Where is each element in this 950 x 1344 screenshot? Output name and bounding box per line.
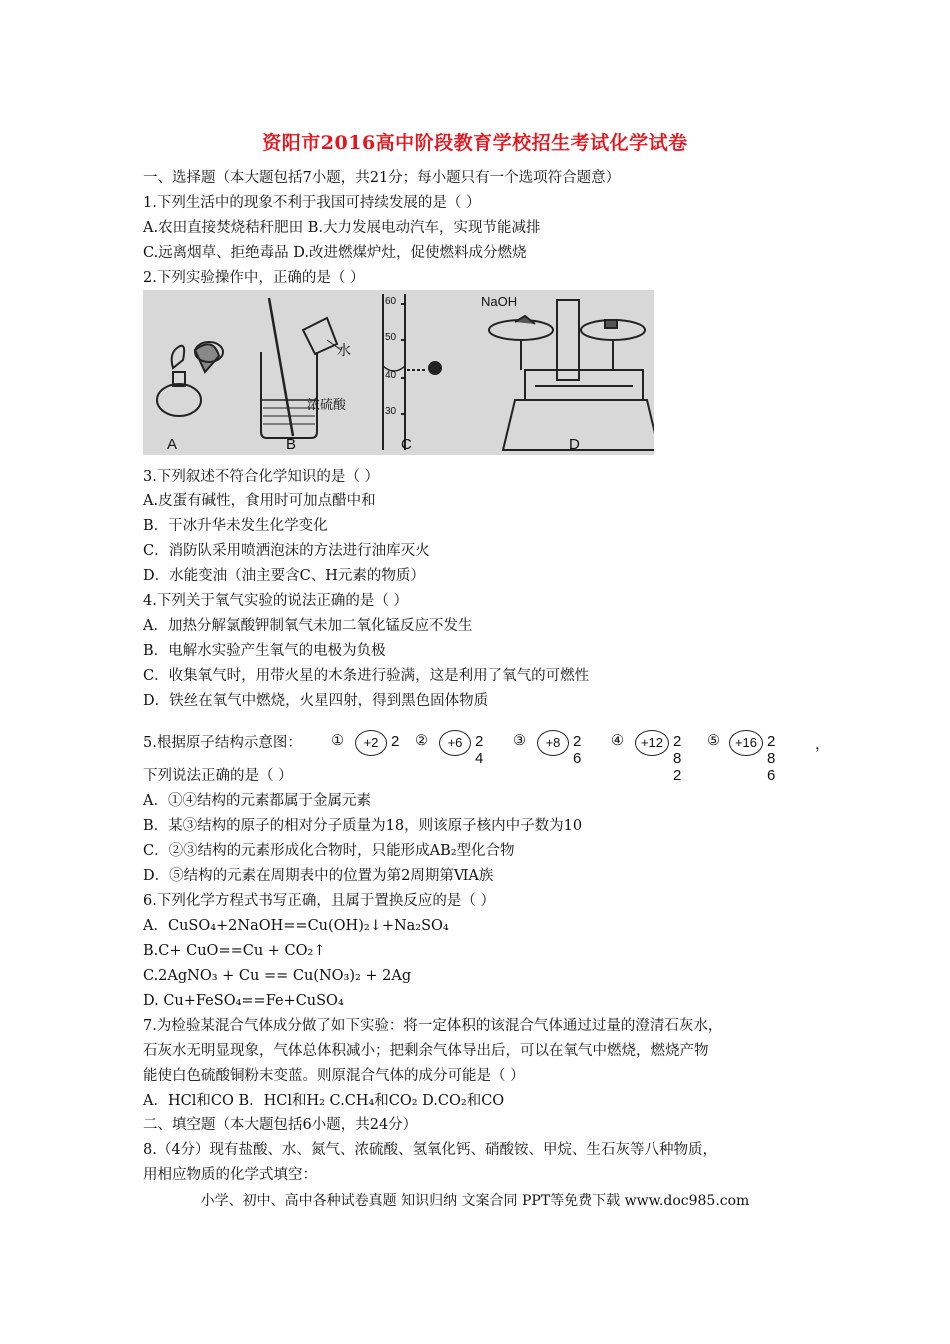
tick-label: 60 [385,296,397,307]
option: A.皮蛋有碱性，食用时可加点醋中和 [143,493,376,509]
question-stem: 用相应物质的化学式填空： [143,1167,317,1183]
tick-label: 30 [385,406,397,417]
balance-d [489,300,654,450]
nucleus: +6 [439,730,471,756]
option: A．①④结构的元素都属于金属元素 [143,793,371,809]
figure-label: B [286,436,297,453]
question-stem: 下列说法正确的是（ ） [143,768,293,784]
options-row: A．HCl和CO B．HCl和H₂ C.CH₄和CO₂ D.CO₂和CO [143,1093,505,1109]
question-stem: 3.下列叙述不符合化学知识的是（ ） [143,469,379,485]
option: D．水能变油（油主要含C、H元素的物质） [143,568,425,584]
electron-shells: 2 8 2 [673,733,685,784]
question-stem: 8.（4分）现有盐酸、水、氮气、浓硫酸、氢氧化钙、硝酸铵、甲烷、生石灰等八种物质， [143,1142,718,1158]
option: C．②③结构的元素形成化合物时，只能形成AB₂型化合物 [143,843,515,859]
nucleus: +16 [729,730,763,756]
question-stem: 6.下列化学方程式书写正确，且属于置换反应的是（ ） [143,893,495,909]
section-heading: 一、选择题（本大题包括7小题，共21分；每小题只有一个选项符合题意） [143,170,621,186]
options-row: A.农田直接焚烧秸秆肥田 B.大力发展电动汽车，实现节能减排 [143,220,541,236]
option: B．电解水实验产生氧气的电极为负极 [143,643,386,659]
option: C．收集氧气时，用带火星的木条进行验满，这是利用了氧气的可燃性 [143,668,590,684]
options-row: C.远离烟草、拒绝毒品 D.改进燃煤炉灶，促使燃料成分燃烧 [143,245,527,261]
figure-label: D [569,436,580,453]
atom-number: ③ [513,733,526,749]
lab-illustration [143,290,654,455]
figure-label: C [401,436,412,453]
option: D. Cu+FeSO₄==Fe+CuSO₄ [143,993,344,1009]
atom-number: ④ [611,733,624,749]
option: D．⑤结构的元素在周期表中的位置为第2周期第ⅥA族 [143,868,494,884]
acid-label: 浓硫酸 [307,397,347,412]
beaker-b [261,298,341,438]
atom-number: ② [415,733,428,749]
nucleus: +8 [537,730,569,756]
tick-label: 50 [385,332,397,343]
tick-label: 40 [385,370,397,381]
electron-shells: 2 [391,733,403,750]
naoh-label: NaOH [481,294,518,309]
question-stem: 2.下列实验操作中，正确的是（ ） [143,270,365,286]
option: C．消防队采用喷洒泡沫的方法进行油库灭火 [143,543,430,559]
option: C.2AgNO₃ + Cu == Cu(NO₃)₂ + 2Ag [143,968,412,984]
alcohol-lamp-a [157,342,223,416]
option: D．铁丝在氧气中燃烧，火星四射，得到黑色固体物质 [143,693,489,709]
question-stem: 能使白色硫酸铜粉末变蓝。则原混合气体的成分可能是（ ） [143,1068,525,1084]
nucleus: +2 [355,730,387,756]
atom-number: ① [331,733,344,749]
figure-label: A [167,436,178,453]
option: B．干冰升华未发生化学变化 [143,518,328,534]
option: B.C+ CuO==Cu + CO₂↑ [143,943,326,959]
atom-number: ⑤ [707,733,720,749]
nucleus: +12 [635,730,669,756]
question-stem: 石灰水无明显现象，气体总体积减小；把剩余气体导出后，可以在氧气中燃烧，燃烧产物 [143,1043,709,1059]
footer-text: 小学、初中、高中各种试卷真题 知识归纳 文案合同 PPT等免费下载 www.doc985.com [200,1193,750,1209]
question-stem: 7.为检验某混合气体成分做了如下实验：将一定体积的该混合气体通过过量的澄清石灰水， [143,1018,723,1034]
trailing-comma: ， [815,737,830,753]
electron-shells: 2 8 6 [767,733,779,784]
page-title: 资阳市2016高中阶段教育学校招生考试化学试卷 [262,132,688,154]
question-lead: 5.根据原子结构示意图： [143,735,302,751]
question-stem: 1.下列生活中的现象不利于我国可持续发展的是（ ） [143,195,481,211]
option: A．加热分解氯酸钾制氧气未加二氧化锰反应不发生 [143,618,473,634]
water-label: 水 [337,342,351,358]
option: B．某③结构的原子的相对分子质量为18，则该原子核内中子数为10 [143,818,583,834]
question-stem: 4.下列关于氧气实验的说法正确的是（ ） [143,593,408,609]
electron-shells: 2 4 [475,733,487,767]
electron-shells: 2 6 [573,733,585,767]
section-heading: 二、填空题（本大题包括6小题，共24分） [143,1117,418,1133]
option: A．CuSO₄+2NaOH==Cu(OH)₂↓+Na₂SO₄ [143,918,449,934]
lab-operations-figure [143,290,654,455]
